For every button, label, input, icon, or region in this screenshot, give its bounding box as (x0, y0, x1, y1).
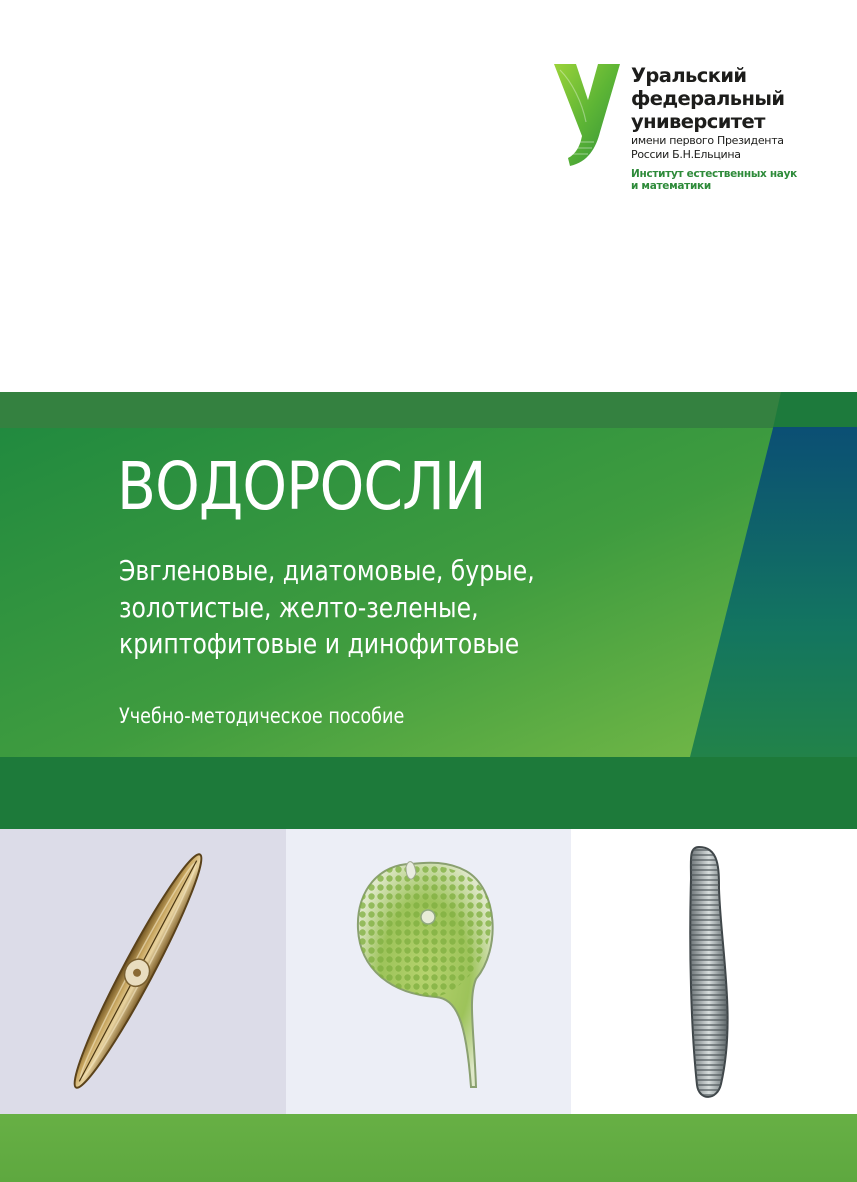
cover-subtitle (119, 553, 535, 663)
photo-panel-1 (0, 829, 286, 1114)
institute-line-2: и математики (631, 180, 711, 192)
university-name-line-3: университет (631, 110, 765, 133)
university-sub-line-1: имени первого Президента (631, 134, 784, 147)
subtitle-line-2: золотистые, желто-зеленые, (119, 590, 479, 624)
university-name-block (631, 64, 851, 192)
university-name-line-2: федеральный (631, 87, 785, 110)
document-type: Учебно-методическое пособие (119, 704, 405, 728)
photo-panel-2 (286, 829, 571, 1114)
diatom-eunotia-icon (571, 829, 857, 1114)
euglenoid-phacus-icon (286, 829, 571, 1114)
institute-line-1: Институт естественных наук (631, 168, 797, 180)
diatom-navicula-icon (0, 829, 286, 1114)
university-name-line-1: Уральский (631, 64, 747, 87)
subtitle-line-1: Эвгленовые, диатомовые, бурые, (119, 554, 535, 587)
subtitle-line-3: криптофитовые и динофитовые (119, 627, 520, 660)
footer-bar (0, 1114, 857, 1182)
university-sub-line-2: России Б.Н.Ельцина (631, 148, 741, 161)
cover-title: ВОДОРОСЛИ (117, 448, 486, 525)
photo-panel-3 (571, 829, 857, 1114)
university-logo-icon (552, 62, 622, 168)
